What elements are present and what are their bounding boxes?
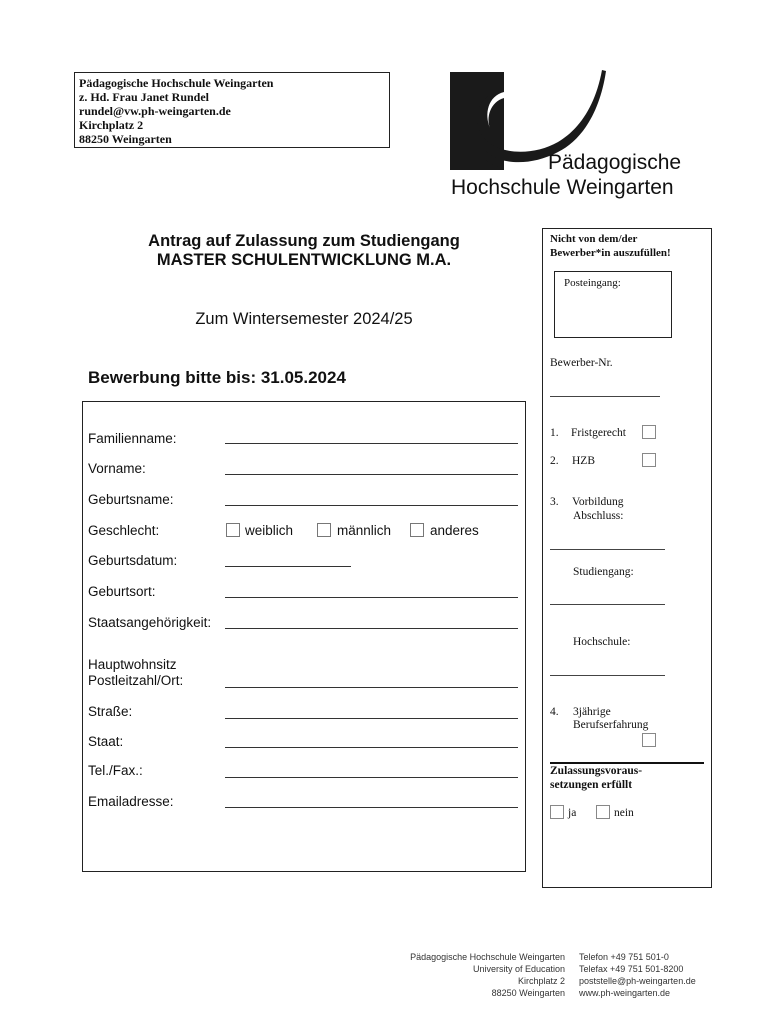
geschlecht-weiblich-label: weiblich: [245, 523, 294, 538]
logo-text-line2: Hochschule Weingarten: [451, 176, 674, 199]
geburtsort-field[interactable]: [225, 597, 518, 598]
nein-label: nein: [614, 807, 634, 819]
item3-number: 3.: [550, 496, 559, 508]
vorbildung-label: Vorbildung: [572, 496, 624, 508]
geschlecht-anderes-checkbox[interactable]: [410, 523, 424, 537]
geschlecht-anderes-label: anderes: [430, 523, 479, 538]
address-line: z. Hd. Frau Janet Rundel: [79, 90, 210, 104]
familienname-field[interactable]: [225, 443, 518, 444]
semester-label: Zum Wintersemester 2024/25: [195, 310, 413, 328]
footer-left-line: 88250 Weingarten: [491, 988, 565, 998]
berufserfahrung-checkbox[interactable]: [642, 733, 656, 747]
geburtsname-label: Geburtsname:: [88, 492, 174, 507]
item1-number: 1.: [550, 427, 559, 439]
footer-phone: Telefon +49 751 501-0: [579, 952, 669, 962]
strasse-label: Straße:: [88, 704, 133, 719]
studiengang-label: Studiengang:: [573, 566, 634, 578]
footer-email[interactable]: poststelle@ph-weingarten.de: [579, 976, 696, 986]
title-line2: MASTER SCHULENTWICKLUNG M.A.: [156, 251, 452, 269]
strasse-field[interactable]: [225, 718, 518, 719]
plz-ort-field[interactable]: [225, 687, 518, 688]
email-field[interactable]: [225, 807, 518, 808]
fristgerecht-checkbox[interactable]: [642, 425, 656, 439]
geburtsdatum-field[interactable]: [225, 566, 351, 567]
nein-checkbox[interactable]: [596, 805, 610, 819]
geburtsname-field[interactable]: [225, 505, 518, 506]
footer-left-line: Pädagogische Hochschule Weingarten: [410, 952, 565, 962]
staatsangehoerigkeit-field[interactable]: [225, 628, 518, 629]
deadline-label: Bewerbung bitte bis: 31.05.2024: [88, 368, 346, 387]
geschlecht-label: Geschlecht:: [88, 523, 160, 538]
abschluss-field[interactable]: [550, 549, 665, 550]
geschlecht-maennlich-label: männlich: [337, 523, 392, 538]
abschluss-label: Abschluss:: [573, 510, 624, 522]
bewerber-nr-label: Bewerber-Nr.: [550, 357, 613, 369]
bewerber-nr-field[interactable]: [550, 396, 660, 397]
hzb-checkbox[interactable]: [642, 453, 656, 467]
footer-fax: Telefax +49 751 501-8200: [579, 964, 684, 974]
recipient-address-box: [74, 72, 390, 148]
item2-number: 2.: [550, 455, 559, 467]
hauptwohnsitz-label: Hauptwohnsitz: [88, 657, 177, 672]
posteingang-label: Posteingang:: [564, 277, 621, 289]
form-title: [90, 232, 518, 270]
item4-number: 4.: [550, 706, 559, 718]
footer-left-line: University of Education: [472, 964, 565, 974]
zulassung-line2: setzungen erfüllt: [550, 779, 633, 791]
plz-ort-label: Postleitzahl/Ort:: [88, 673, 184, 688]
footer-address: [380, 951, 565, 999]
studiengang-field[interactable]: [550, 604, 665, 605]
hochschule-label: Hochschule:: [573, 636, 631, 648]
hochschule-field[interactable]: [550, 675, 665, 676]
address-line: Kirchplatz 2: [79, 118, 144, 132]
staatsangehoerigkeit-label: Staatsangehörigkeit:: [88, 615, 212, 630]
ja-label: ja: [568, 807, 577, 819]
berufserfahrung-line1: 3jährige: [573, 706, 611, 718]
geburtsdatum-label: Geburtsdatum:: [88, 553, 178, 568]
address-line: 88250 Weingarten: [79, 132, 172, 146]
vorname-label: Vorname:: [88, 461, 146, 476]
familienname-label: Familienname:: [88, 431, 177, 446]
footer-left-line: Kirchplatz 2: [517, 976, 565, 986]
office-use-note: [550, 232, 671, 260]
telefax-field[interactable]: [225, 777, 518, 778]
email-label: Emailadresse:: [88, 794, 174, 809]
address-line: rundel@vw.ph-weingarten.de: [79, 104, 231, 118]
office-note-line2: Bewerber*in auszufüllen!: [550, 247, 671, 259]
logo-text-line1: Pädagogische: [548, 151, 682, 174]
footer-contact: [579, 951, 696, 999]
footer-website[interactable]: www.ph-weingarten.de: [579, 988, 671, 998]
vorname-field[interactable]: [225, 474, 518, 475]
title-line1: Antrag auf Zulassung zum Studiengang: [148, 232, 460, 250]
berufserfahrung-line2: Berufserfahrung: [573, 719, 649, 731]
telefax-label: Tel./Fax.:: [88, 763, 143, 778]
geschlecht-weiblich-checkbox[interactable]: [226, 523, 240, 537]
staat-label: Staat:: [88, 734, 124, 749]
address-line: Pädagogische Hochschule Weingarten: [79, 76, 274, 90]
zulassung-line1: Zulassungsvoraus-: [550, 765, 643, 777]
staat-field[interactable]: [225, 747, 518, 748]
office-note-line1: Nicht von dem/der: [550, 233, 638, 245]
geschlecht-maennlich-checkbox[interactable]: [317, 523, 331, 537]
ja-checkbox[interactable]: [550, 805, 564, 819]
fristgerecht-label: Fristgerecht: [571, 427, 626, 439]
geburtsort-label: Geburtsort:: [88, 584, 156, 599]
hzb-label: HZB: [572, 455, 595, 467]
